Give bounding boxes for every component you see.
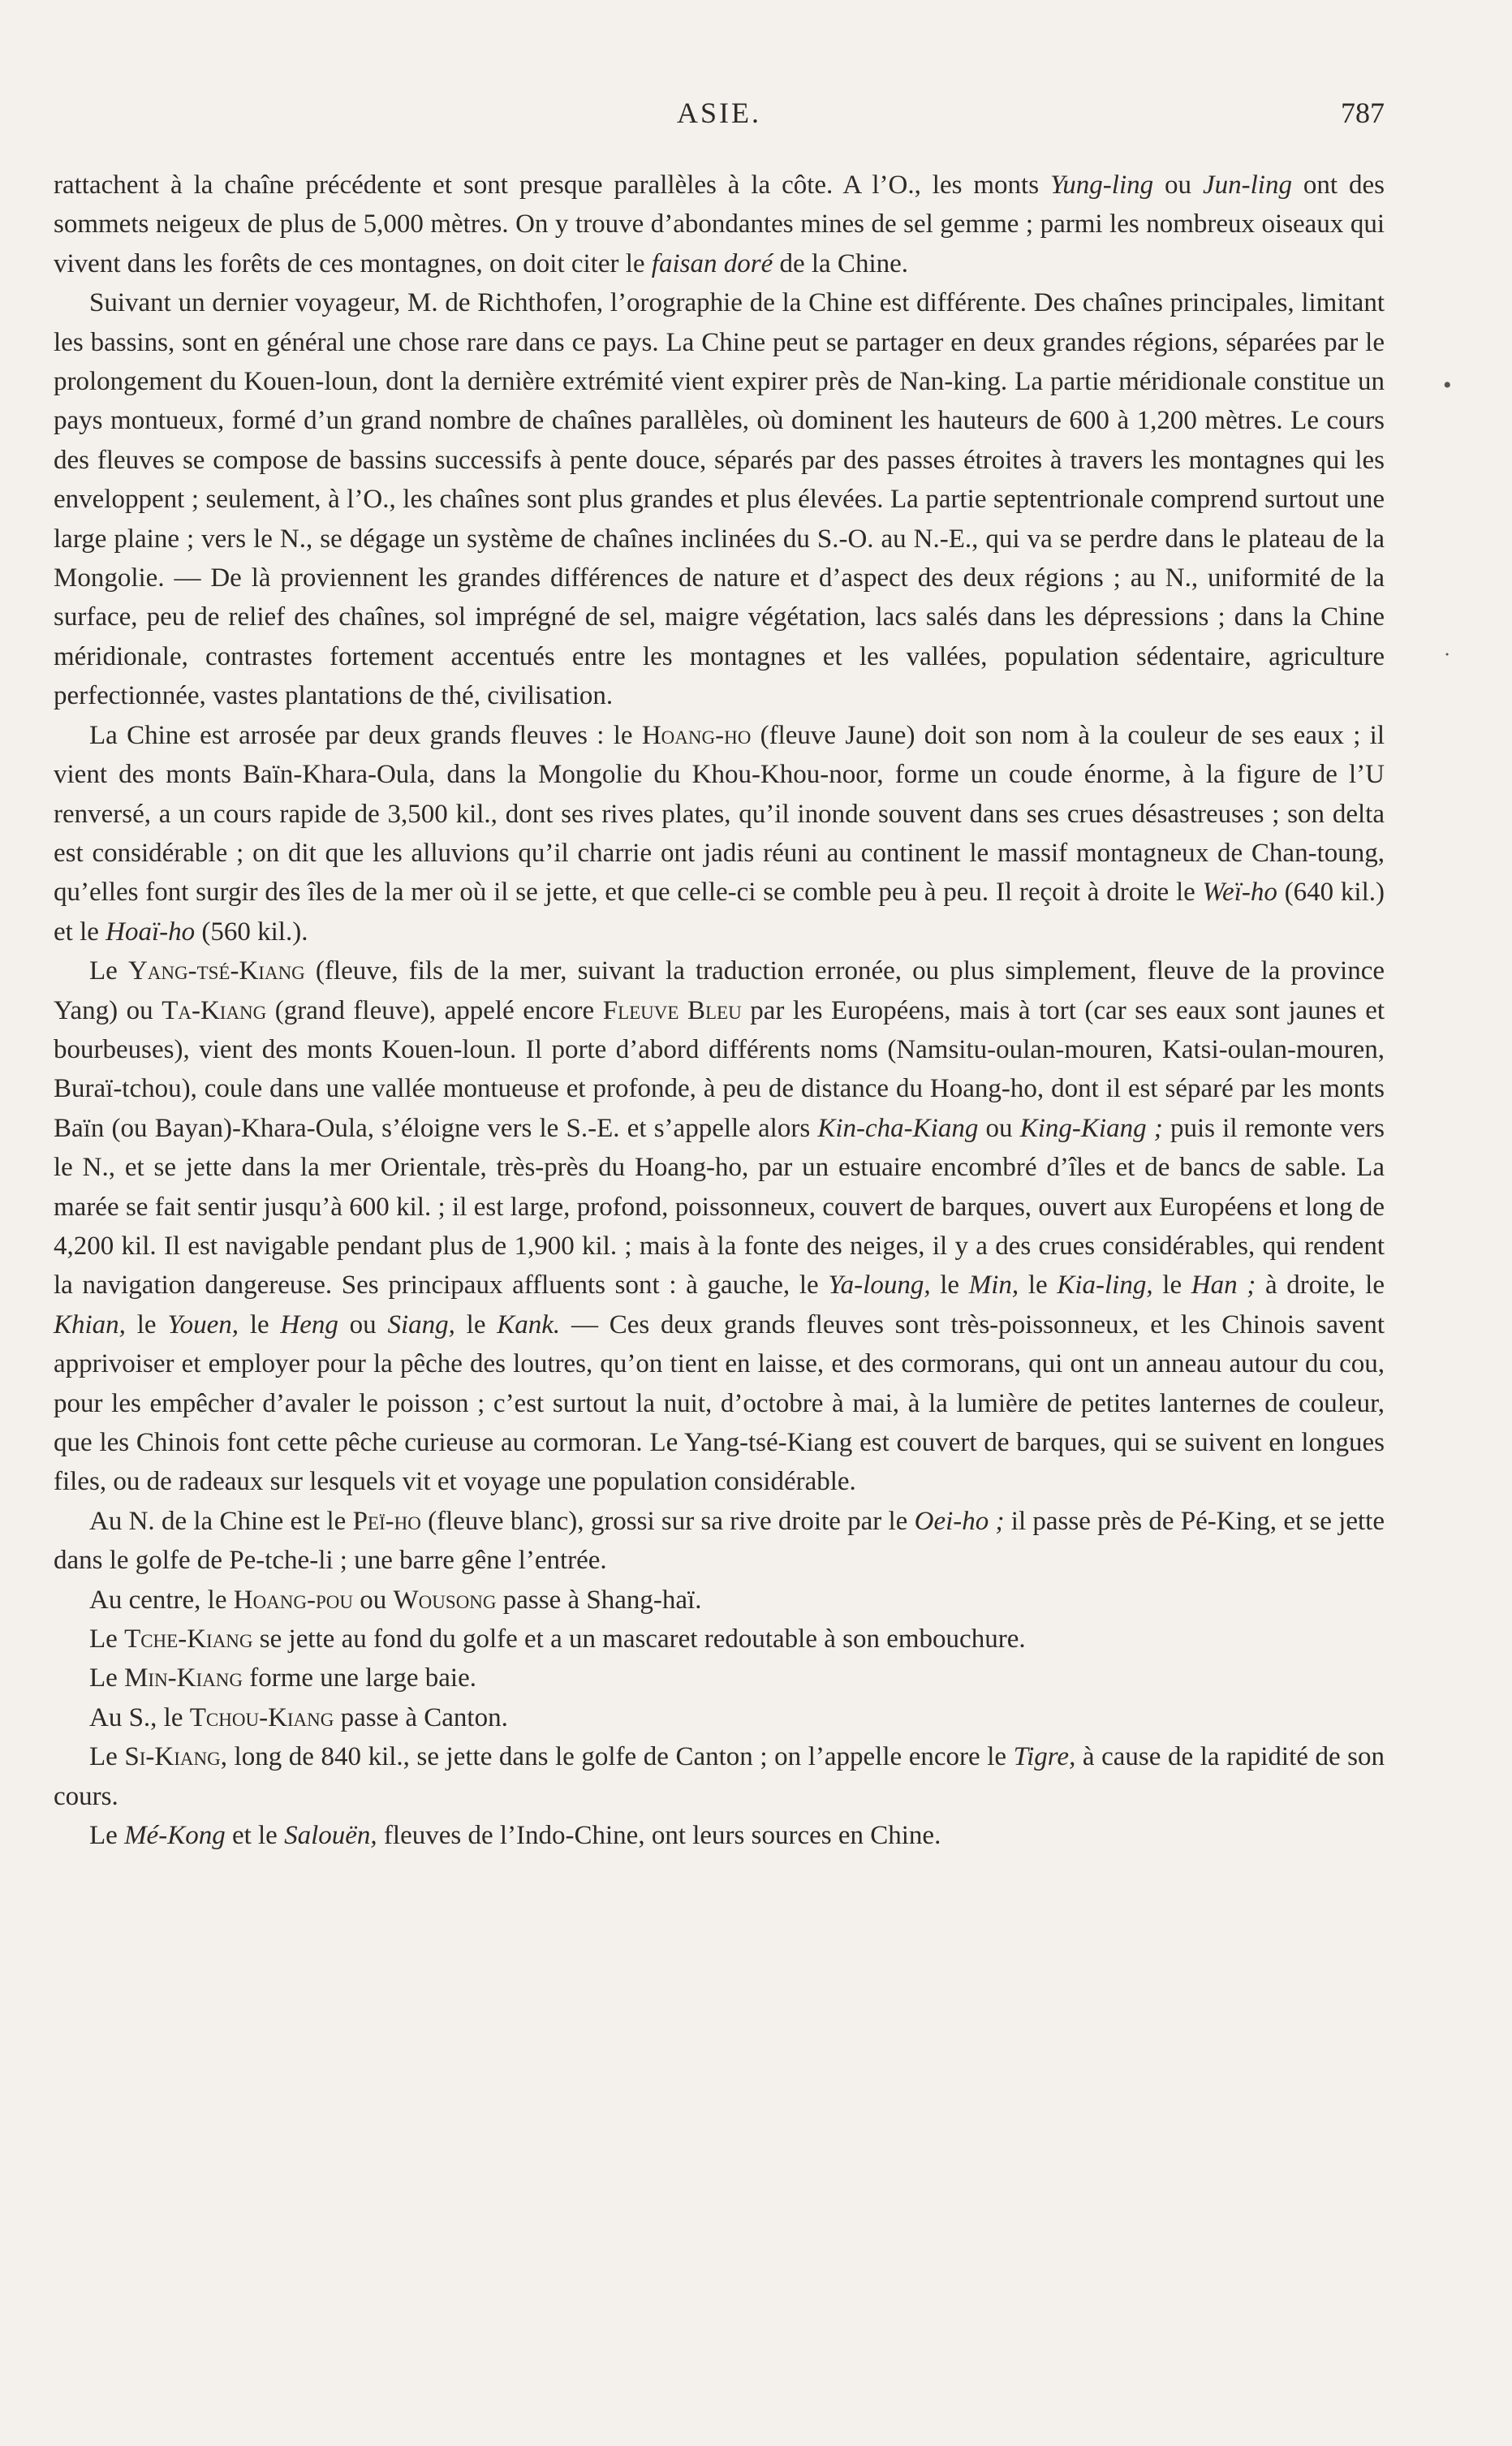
italic-run: Youen, <box>167 1309 239 1339</box>
paragraph <box>54 1698 1385 1737</box>
italic-run: Tigre, <box>1013 1742 1076 1772</box>
italic-run: Kia-ling, <box>1057 1270 1153 1301</box>
text-run: ou <box>978 1113 1020 1143</box>
text-run: (grand fleuve), appelé encore <box>266 995 603 1025</box>
italic-run: Han ; <box>1191 1270 1256 1301</box>
text-run: le <box>1152 1270 1191 1301</box>
text-run: fleuves de l’Indo-Chine, ont leurs sources en Chine. <box>377 1821 941 1851</box>
text-run: La Chine est arrosée par deux grands fleuves : le <box>89 720 642 750</box>
text-run: le <box>239 1309 281 1339</box>
italic-run: Kank. <box>497 1309 561 1339</box>
text-run: ont des sommets neigeux de plus de 5,000 mètres. On y trouve d’abondantes mines de sel gemme ; parmi les nombreux oiseaux qui vivent dans les forêts de ces montagnes, on doit citer le <box>54 170 1385 278</box>
paragraph <box>54 1659 1385 1698</box>
small-caps-run: Ta-Kiang <box>162 995 267 1025</box>
text-run: puis il remonte vers le N., et se jette dans la mer Orientale, très-près du Hoang-ho, par un estuaire encombré d’îles et de bancs de sable. La marée se fait sentir jusqu’à 600 kil. ; il est large, profond, poissonneux, couvert de barques, ouvert aux Européens et long de 4,200 kil. Il est navigable pendant plus de 1,900 kil. ; mais à la fonte des neiges, il y a des crues considérables, qui rendent la navigation dangereuse. Ses principaux affluents sont : à gauche, le <box>54 1113 1385 1301</box>
text-run: de la Chine. <box>773 248 909 278</box>
text-run: se jette au fond du golfe et a un mascaret redoutable à son embouchure. <box>252 1624 1026 1654</box>
italic-run: Weï-ho <box>1202 878 1277 908</box>
text-run: long de 840 kil., se jette dans le golfe de Canton ; on l’appelle encore le <box>226 1742 1014 1772</box>
margin-mark: ˙ <box>1443 648 1451 675</box>
small-caps-run: Fleuve Bleu <box>602 995 742 1025</box>
italic-run: faisan doré <box>651 248 773 278</box>
small-caps-run: Tche-Kiang <box>124 1624 253 1654</box>
small-caps-run: Tchou-Kiang <box>189 1702 334 1732</box>
small-caps-run: Hoang-ho <box>641 720 752 750</box>
text-run: Suivant un dernier voyageur, M. de Richthofen, l’orographie de la Chine est différente. Des chaînes principales, limitant les bassins, sont en général une chose rare dans ce pays. La Chine peut se partager en deux grandes régions, séparées par le prolongement du Kouen-loun, dont la dernière extrémité vient expirer près de Nan-king. La partie méridionale constitue un pays montueux, formé d’un grand nombre de chaînes parallèles, où dominent les hauteurs de 600 à 1,200 mètres. Le cours des fleuves se compose de bassins successifs à pente douce, séparés par des passes étroites à travers les montagnes qui les enveloppent ; seulement, à l’O., les chaînes sont plus grandes et plus élevées. La partie septentrionale comprend surtout une large plaine ; vers le N., se dégage un système de chaînes inclinées du S.-O. au N.-E., qui va se perdre dans le plateau de la Mongolie. — De là proviennent les grandes différences de nature et d’aspect des deux régions ; au N., uniformité de la surface, peu de relief des chaînes, sol imprégné de sel, maigre végétation, lacs salés dans les dépressions ; dans la Chine méridionale, contrastes fortement accentués entre les montagnes et les vallées, population sédentaire, agriculture perfectionnée, vastes plantations de thé, civilisation. <box>54 288 1385 711</box>
text-run: et le <box>225 1821 285 1851</box>
text-run: ou <box>1153 170 1203 200</box>
text-run: (fleuve Jaune) doit son nom à la couleur de ses eaux ; il vient des monts Baïn-Khara-Oula, dans la Mongolie du Khou-Khou-noor, forme un coude énorme, à la figure de l’U renversé, a un cours rapide de 3,500 kil., dont ses rives plates, qu’il inonde souvent dans ses crues désastreuses ; son delta est considérable ; on dit que les alluvions qu’il charrie ont jadis réuni au continent le massif montagneux de Chan-toung, qu’elles font surgir des îles de la mer où il se jette, et que celle-ci se comble peu à peu. Il reçoit à droite le <box>54 720 1385 908</box>
paragraph <box>54 1581 1385 1620</box>
body-text <box>54 166 1385 1855</box>
text-run: Le <box>89 956 128 986</box>
text-run: passe à Canton. <box>334 1702 508 1732</box>
paragraph <box>54 1502 1385 1581</box>
text-run: il passe près de Pé-King, et se jette dans le golfe de Pe-tche-li ; une barre gêne l’entrée. <box>54 1506 1385 1576</box>
paragraph <box>54 1620 1385 1659</box>
italic-run: Oei-ho ; <box>914 1506 1005 1536</box>
paragraph <box>54 166 1385 283</box>
italic-run: Heng <box>280 1309 338 1339</box>
text-run: ou <box>353 1585 394 1615</box>
paragraph <box>54 1816 1385 1855</box>
small-caps-run: Yang-tsé-Kiang <box>127 956 305 986</box>
small-caps-run: Min-Kiang <box>124 1663 243 1693</box>
text-run: passe à Shang-haï. <box>496 1585 702 1615</box>
text-run: forme une large baie. <box>242 1663 476 1693</box>
italic-run: Siang, <box>387 1309 455 1339</box>
text-run: le <box>1019 1270 1058 1301</box>
margin-mark: • <box>1443 372 1452 399</box>
text-run: le <box>454 1309 498 1339</box>
italic-run: King-Kiang ; <box>1019 1113 1163 1143</box>
text-run: Au S., le <box>89 1702 190 1732</box>
paragraph <box>54 716 1385 951</box>
italic-run: Min, <box>968 1270 1019 1301</box>
italic-run: Kin-cha-Kiang <box>817 1113 979 1143</box>
italic-run: Hoaï-ho <box>106 917 196 947</box>
text-run: Le <box>89 1742 125 1772</box>
running-header <box>54 96 1385 141</box>
text-run: (fleuve blanc), grossi sur sa rive droite par le <box>420 1506 915 1536</box>
paragraph <box>54 951 1385 1502</box>
italic-run: Salouën, <box>284 1821 377 1851</box>
small-caps-run: Wousong <box>393 1585 497 1615</box>
page-number: 787 <box>1341 97 1385 129</box>
italic-run: Mé-Kong <box>124 1821 226 1851</box>
italic-run: Ya-loung, <box>828 1270 931 1301</box>
text-run: rattachent à la chaîne précédente et sont presque parallèles à la côte. A l’O., les monts <box>54 170 1050 200</box>
paragraph <box>54 1737 1385 1816</box>
italic-run: Yung-ling <box>1049 170 1154 200</box>
italic-run: Khian, <box>54 1309 126 1339</box>
small-caps-run: Hoang-pou <box>233 1585 354 1615</box>
text-run: — Ces deux grands fleuves sont très-poissonneux, et les Chinois savent apprivoiser et employer pour la pêche des loutres, qu’on tient en laisse, et des cormorans, qui ont un anneau autour du cou, pour les empêcher d’avaler le poisson ; c’est surtout la nuit, d’octobre à mai, à la lumière de petites lanternes de couleur, que les Chinois font cette pêche curieuse au cormoran. Le Yang-tsé-Kiang est couvert de barques, qui se suivent en longues files, ou de radeaux sur lesquels vit et voyage une population considérable. <box>54 1309 1385 1497</box>
text-run: Le <box>89 1624 125 1654</box>
text-run: par les Européens, mais à tort (car ses eaux sont jaunes et bourbeuses), vient des monts Kouen-loun. Il porte d’abord différents noms (Namsitu-oulan-mouren, Katsi-oulan-mouren, Buraï-tchou), coule dans une vallée montueuse et profonde, à peu de distance du Hoang-ho, dont il est séparé par les monts Baïn (ou Bayan)-Khara-Oula, s’éloigne vers le S.-E. et s’appelle alors <box>54 995 1385 1143</box>
small-caps-run: Peï-ho <box>352 1506 421 1536</box>
text-run: le <box>930 1270 969 1301</box>
small-caps-run: Si-Kiang, <box>124 1742 227 1772</box>
text-run: Au centre, le <box>89 1585 234 1615</box>
text-run: ou <box>338 1309 388 1339</box>
text-run: (560 kil.). <box>195 917 308 947</box>
paragraph <box>54 283 1385 715</box>
text-run: Le <box>89 1663 125 1693</box>
text-run: (640 kil.) et le <box>54 878 1385 947</box>
italic-run: Jun-ling <box>1202 170 1292 200</box>
text-run: (fleuve, fils de la mer, suivant la traduction erronée, ou plus simplement, fleuve de la province Yang) ou <box>54 956 1385 1025</box>
text-run: à cause de la rapidité de son cours. <box>54 1742 1385 1811</box>
text-run: à droite, le <box>1256 1270 1385 1301</box>
text-run: le <box>125 1309 168 1339</box>
text-run: Le <box>89 1821 125 1851</box>
running-title: ASIE. <box>677 97 761 129</box>
text-run: Au N. de la Chine est le <box>89 1506 353 1536</box>
